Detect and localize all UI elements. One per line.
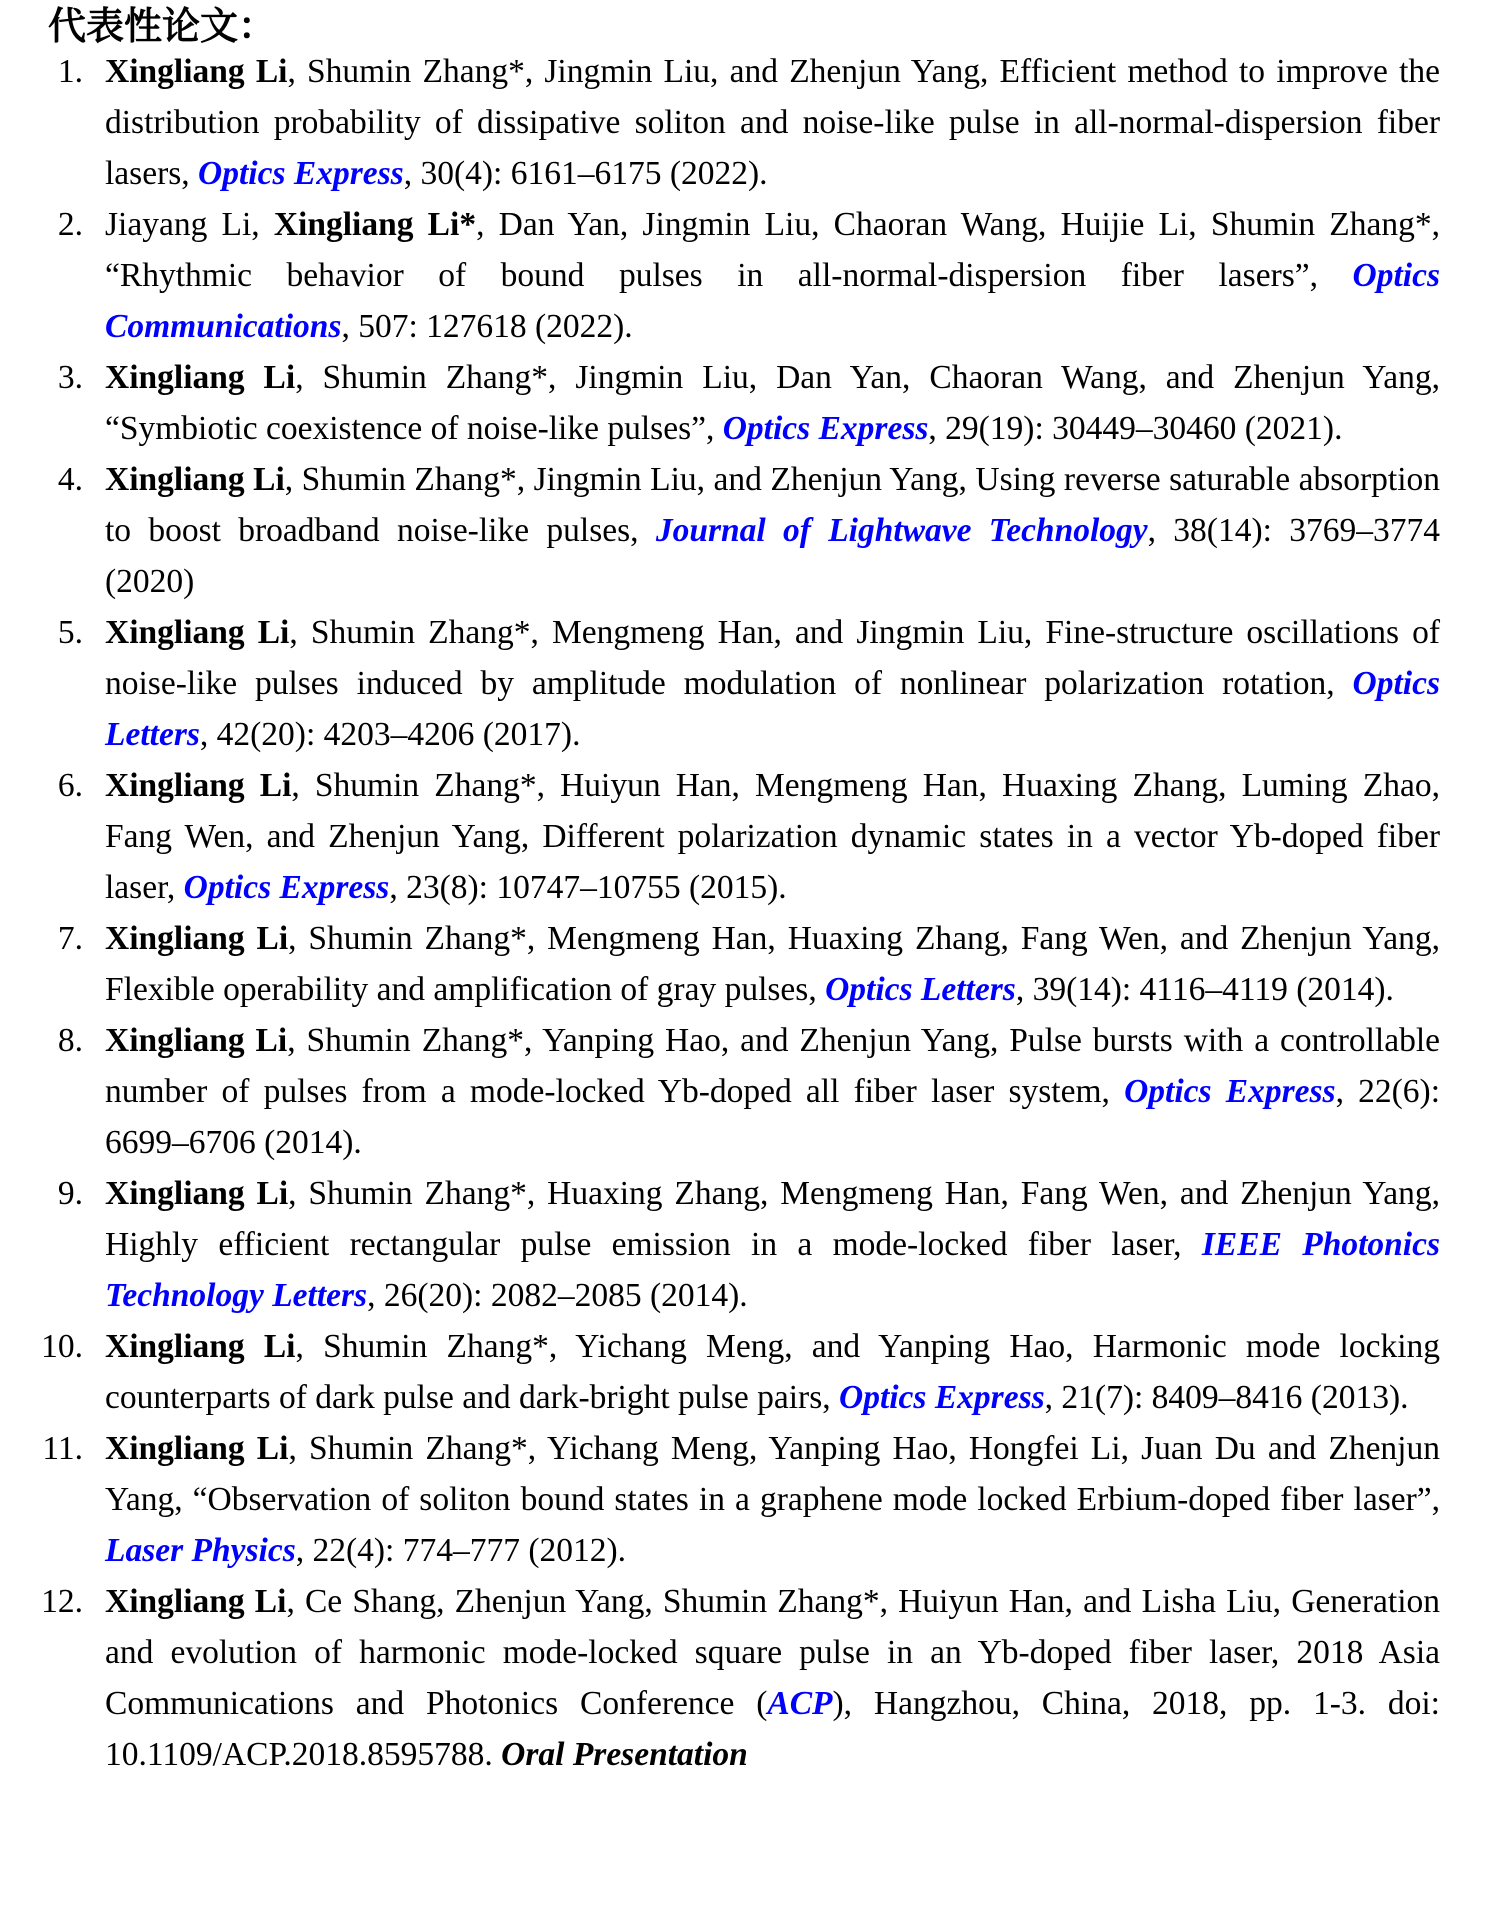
publication-item — [40, 1015, 1440, 1168]
publication-list — [40, 46, 1440, 1780]
author-highlight: Xingliang Li — [105, 1430, 289, 1467]
publication-text — [105, 1576, 1440, 1780]
presentation-note: Oral Presentation — [501, 1736, 748, 1773]
text-run: , Shumin Zhang*, Mengmeng Han, Huaxing Zhang, Fang Wen, and Zhenjun Yang, Flexible operability and amplification of gray pulses, — [105, 920, 1440, 1008]
publication-text — [105, 352, 1440, 454]
publication-text — [105, 913, 1440, 1015]
publication-number: 7. — [57, 920, 83, 957]
publication-text — [105, 454, 1440, 607]
journal-name: Journal of Lightwave Technology — [655, 512, 1148, 549]
publication-item — [40, 1423, 1440, 1576]
text-run: , Shumin Zhang*, Jingmin Liu, Dan Yan, Chaoran Wang, and Zhenjun Yang, “Symbiotic coexistence of noise-like pulses”, — [105, 359, 1440, 447]
text-run: , 26(20): 2082–2085 (2014). — [367, 1277, 748, 1314]
publication-number: 11. — [42, 1430, 83, 1467]
author-highlight: Xingliang Li — [105, 1022, 288, 1059]
text-run: , Shumin Zhang*, Yichang Meng, and Yanping Hao, Harmonic mode locking counterparts of dark pulse and dark-bright pulse pairs, — [105, 1328, 1441, 1416]
publication-item — [40, 46, 1440, 199]
publication-number: 2. — [57, 206, 83, 243]
journal-name: Optics Express — [722, 410, 929, 447]
publication-number: 9. — [57, 1175, 83, 1212]
publication-number: 5. — [57, 614, 83, 651]
author-highlight: Xingliang Li — [105, 359, 296, 396]
text-run: , 38(14): 3769–3774 (2020) — [105, 512, 1440, 600]
publication-item — [40, 1576, 1440, 1780]
publication-number: 4. — [57, 461, 83, 498]
text-run: Jiayang Li, — [105, 206, 274, 243]
publication-number: 8. — [57, 1022, 83, 1059]
text-run: , Dan Yan, Jingmin Liu, Chaoran Wang, Huijie Li, Shumin Zhang*, “Rhythmic behavior of bound pulses in all-normal-dispersion fiber lasers”, — [105, 206, 1440, 294]
publication-item — [40, 913, 1440, 1015]
publication-number: 3. — [57, 359, 83, 396]
text-run: , Shumin Zhang*, Yanping Hao, and Zhenjun Yang, Pulse bursts with a controllable number of pulses from a mode-locked Yb-doped all fiber laser system, — [105, 1022, 1441, 1110]
author-highlight: Xingliang Li — [105, 614, 290, 651]
journal-name: Optics Express — [839, 1379, 1045, 1416]
journal-name: Optics Express — [183, 869, 390, 906]
journal-name: ACP — [767, 1685, 833, 1722]
publication-item — [40, 1168, 1440, 1321]
journal-name: Optics Communications — [105, 257, 1440, 345]
text-run: , 29(19): 30449–30460 (2021). — [928, 410, 1343, 447]
author-highlight: Xingliang Li — [105, 53, 288, 90]
publication-text — [105, 1168, 1440, 1321]
publication-text — [105, 607, 1440, 760]
author-highlight: Xingliang Li* — [273, 206, 477, 243]
publication-number: 12. — [41, 1583, 83, 1620]
journal-name: Optics Letters — [105, 665, 1440, 753]
publication-item — [40, 607, 1440, 760]
text-run: , 22(4): 774–777 (2012). — [295, 1532, 627, 1569]
text-run: , 39(14): 4116–4119 (2014). — [1015, 971, 1394, 1008]
section-heading: 代表性论文： — [48, 6, 277, 48]
publication-number: 10. — [41, 1328, 83, 1365]
text-run: , 22(6): 6699–6706 (2014). — [105, 1073, 1440, 1161]
publication-item — [40, 1321, 1440, 1423]
journal-name: IEEE Photonics Technology Letters — [105, 1226, 1440, 1314]
publication-text — [105, 1015, 1440, 1168]
text-run: , 30(4): 6161–6175 (2022). — [403, 155, 768, 192]
author-highlight: Xingliang Li — [105, 1328, 296, 1365]
text-run: , Shumin Zhang*, Yichang Meng, Yanping Hao, Hongfei Li, Juan Du and Zhenjun Yang, “Observation of soliton bound states in a graphene mode locked Erbium-doped fiber laser”, — [105, 1430, 1440, 1518]
text-run: , 507: 127618 (2022). — [341, 308, 633, 345]
author-highlight: Xingliang Li — [105, 920, 289, 957]
journal-name: Laser Physics — [105, 1532, 296, 1569]
journal-name: Optics Express — [198, 155, 404, 192]
publication-item — [40, 199, 1440, 352]
journal-name: Optics Express — [1124, 1073, 1336, 1110]
text-run: , Shumin Zhang*, Huiyun Han, Mengmeng Han, Huaxing Zhang, Luming Zhao, Fang Wen, and Zhenjun Yang, Different polarization dynamic states in a vector Yb-doped fiber laser, — [105, 767, 1440, 906]
author-highlight: Xingliang Li — [105, 1175, 289, 1212]
text-run: , Shumin Zhang*, Huaxing Zhang, Mengmeng Han, Fang Wen, and Zhenjun Yang, Highly efficient rectangular pulse emission in a mode-locked fiber laser, — [105, 1175, 1440, 1263]
publication-item — [40, 352, 1440, 454]
publication-text — [105, 760, 1440, 913]
publication-item — [40, 454, 1440, 607]
text-run: , Shumin Zhang*, Mengmeng Han, and Jingmin Liu, Fine-structure oscillations of noise-like pulses induced by amplitude modulation of nonlinear polarization rotation, — [105, 614, 1440, 702]
publication-text — [105, 199, 1440, 352]
text-run: , 42(20): 4203–4206 (2017). — [199, 716, 581, 753]
author-highlight: Xingliang Li — [105, 461, 285, 498]
journal-name: Optics Letters — [825, 971, 1016, 1008]
author-highlight: Xingliang Li — [105, 767, 292, 804]
text-run: , 23(8): 10747–10755 (2015). — [389, 869, 787, 906]
text-run: , Shumin Zhang*, Jingmin Liu, and Zhenjun Yang, Efficient method to improve the distribution probability of dissipative soliton and noise-like pulse in all-normal-dispersion fiber lasers, — [105, 53, 1441, 192]
text-run: , 21(7): 8409–8416 (2013). — [1044, 1379, 1409, 1416]
text-run: , Shumin Zhang*, Jingmin Liu, and Zhenjun Yang, Using reverse saturable absorption to boost broadband noise-like pulses, — [105, 461, 1440, 549]
publication-text — [105, 46, 1440, 199]
publication-item — [40, 760, 1440, 913]
publication-number: 6. — [57, 767, 83, 804]
publication-text — [105, 1423, 1440, 1576]
publication-number: 1. — [57, 53, 83, 90]
text-run: , Ce Shang, Zhenjun Yang, Shumin Zhang*, Huiyun Han, and Lisha Liu, Generation and evolution of harmonic mode-locked square pulse in an Yb-doped fiber laser, 2018 Asia Communications and Photonics Conference ( — [105, 1583, 1441, 1722]
publication-text — [105, 1321, 1440, 1423]
author-highlight: Xingliang Li — [105, 1583, 287, 1620]
text-run: ), Hangzhou, China, 2018, pp. 1-3. doi: 10.1109/ACP.2018.8595788. — [105, 1685, 1440, 1773]
